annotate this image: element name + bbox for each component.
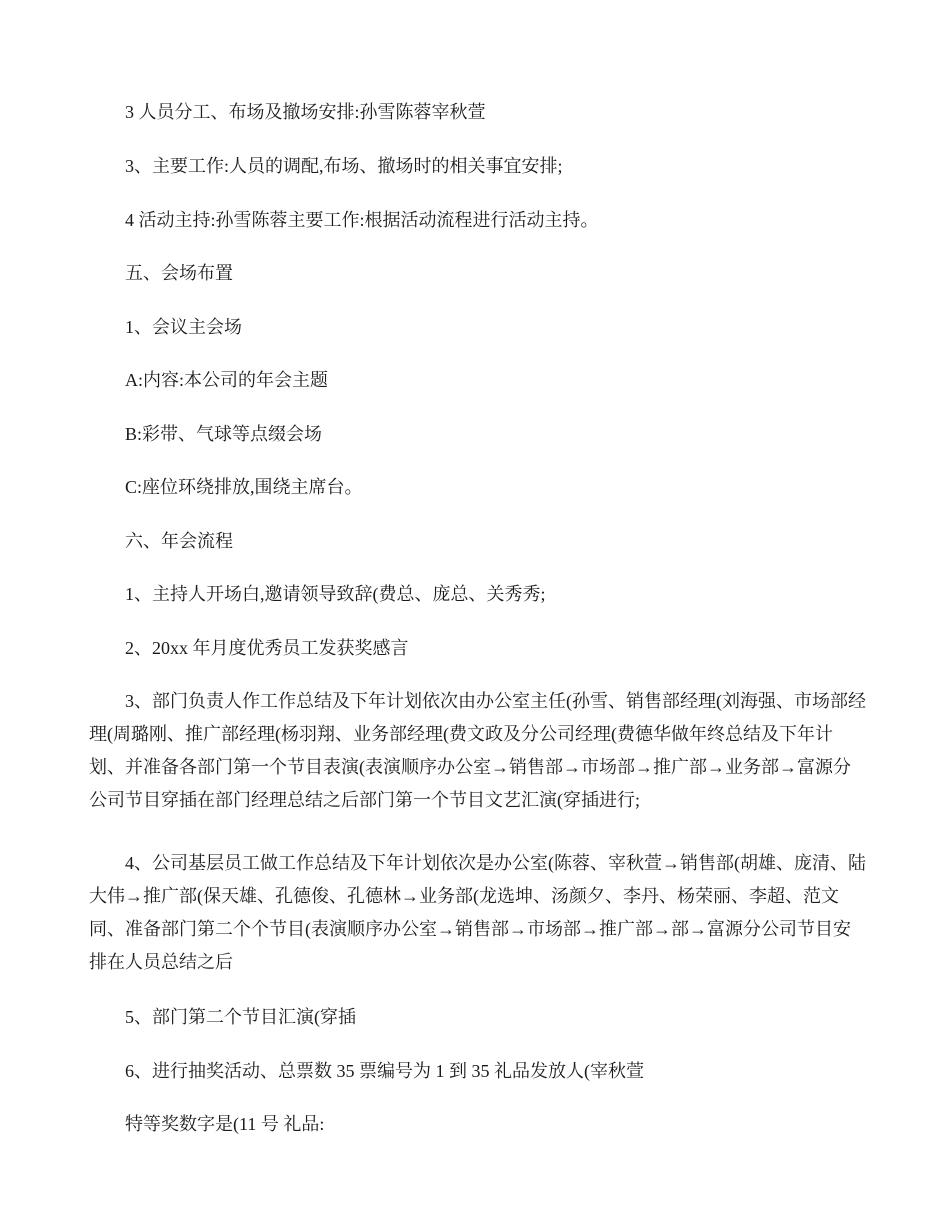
paragraph-step-2: 2、20xx 年月度优秀员工发获奖感言 (125, 638, 409, 658)
heading-annual-meeting-process: 六、年会流程 (125, 531, 233, 551)
paragraph-staff-assignment: 3 人员分工、布场及撤场安排:孙雪陈蓉宰秋萱 (125, 102, 486, 122)
paragraph-step-6: 6、进行抽奖活动、总票数 35 票编号为 1 到 35 礼品发放人(宰秋萱 (125, 1061, 644, 1081)
paragraph-grand-prize: 特等奖数字是(11 号 礼品: (125, 1114, 325, 1134)
paragraph-step-1: 1、主持人开场白,邀请领导致辞(费总、庞总、关秀秀; (125, 584, 546, 604)
paragraph-step-3: 3、部门负责人作工作总结及下年计划依次由办公室主任(孙雪、销售部经理(刘海强、市场部经理(周璐刚、推广部经理(杨羽翔、业务部经理(费文政及分公司经理(费德华做年终总结及下年计划、并准备各部门第一个节目表演(表演顺序办公室→销售部→市场部→推广部→业务部→富源分公司节目穿插在部门经理总结之后部门第一个节目文艺汇演(穿插进行; (89, 691, 866, 810)
paragraph-main-work: 3、主要工作:人员的调配,布场、撤场时的相关事宜安排; (125, 156, 563, 176)
paragraph-step-4: 4、公司基层员工做工作总结及下年计划依次是办公室(陈蓉、宰秋萱→销售部(胡雄、庞清、陆大伟→推广部(保天雄、孔德俊、孔德林→业务部(龙选坤、汤颜夕、李丹、杨荣丽、李超、范文同、准备部门第二个个节目(表演顺序办公室→销售部→市场部→推广部→部→富源分公司节目安排在人员总结之后 (89, 853, 866, 972)
heading-venue-layout: 五、会场布置 (125, 263, 233, 283)
paragraph-step-5: 5、部门第二个节目汇演(穿插 (125, 1007, 356, 1027)
paragraph-item-b: B:彩带、气球等点缀会场 (125, 424, 323, 444)
paragraph-item-c: C:座位环绕排放,围绕主席台。 (125, 477, 363, 497)
paragraph-item-a: A:内容:本公司的年会主题 (125, 370, 328, 390)
paragraph-main-venue: 1、会议主会场 (125, 317, 242, 337)
paragraph-host: 4 活动主持:孙雪陈蓉主要工作:根据活动流程进行活动主持。 (125, 210, 599, 230)
